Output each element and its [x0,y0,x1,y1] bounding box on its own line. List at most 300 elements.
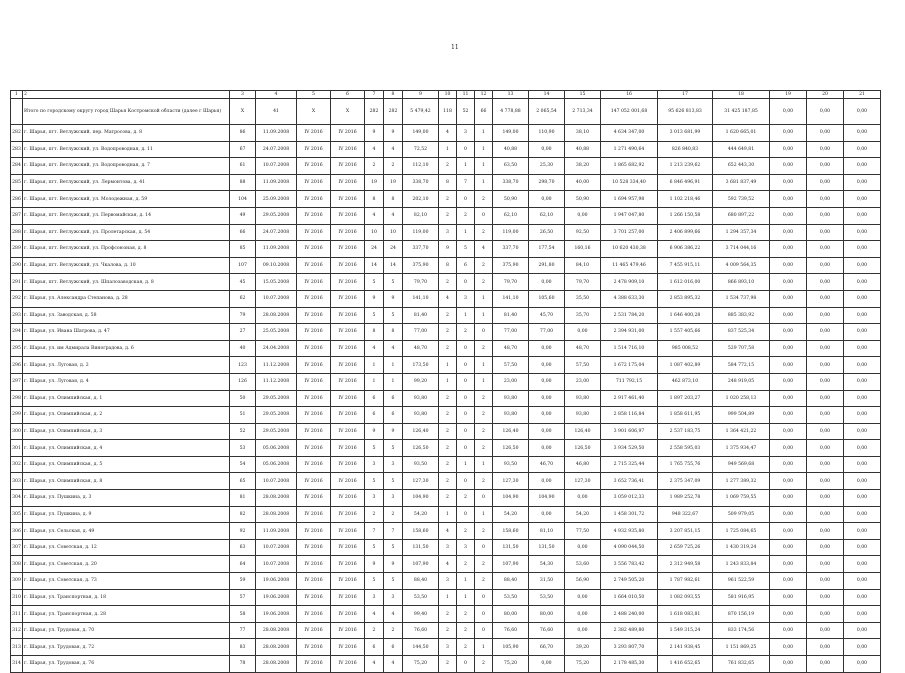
table-cell: 127,30 [493,473,529,490]
table-cell: 1 [439,506,457,523]
table-cell: 202,10 [403,191,439,208]
table-cell: 295 [11,340,23,357]
table-cell: 9 [384,290,403,307]
table-cell: 28.08.2008 [256,506,297,523]
table-cell: IV 2016 [331,257,365,274]
address-cell: г. Шарья, ул. Луговая, д. 4 [23,373,230,390]
address-cell: г. Шарья, ул. Советская, д. 73 [23,573,230,590]
table-cell: 0,00 [807,290,844,307]
table-cell: 104,90 [493,490,529,507]
table-cell: 314 [11,656,23,673]
table-cell: IV 2016 [297,141,331,158]
table-cell: 0,00 [770,99,807,125]
table-cell: 9 [365,125,384,142]
table-cell: 6 [457,257,475,274]
table-cell: 27 [230,324,256,341]
table-cell: 2 [475,523,493,540]
address-cell: г. Шарья, ул. Трудовая, д. 72 [23,639,230,656]
table-cell: 104 [230,191,256,208]
table-cell: 80,00 [529,606,565,623]
table-cell: 1 549 315,24 [658,622,713,639]
table-cell: 88,40 [493,573,529,590]
table-cell: 72,52 [403,141,439,158]
table-cell: IV 2016 [297,490,331,507]
table-cell: 9 [384,423,403,440]
table-cell: IV 2016 [297,573,331,590]
table-cell: 297 [11,373,23,390]
table-cell: 1 [475,141,493,158]
table-cell: 5 [365,307,384,324]
table-cell: 11.09.2008 [256,125,297,142]
table-cell: 4 [475,241,493,258]
table-cell: 0,00 [770,274,807,291]
address-cell: г. Шарья, ул. Трудовая, д. 76 [23,656,230,673]
table-cell: 8 [384,324,403,341]
table-cell: 0,00 [807,622,844,639]
table-cell: 0,00 [529,440,565,457]
table-cell: 0,00 [770,639,807,656]
address-cell: 2 [23,91,230,99]
address-cell: г. Шарья, ул. Советская, д. 20 [23,556,230,573]
table-cell: 8 [384,191,403,208]
table-cell: 0,00 [770,539,807,556]
table-cell: 0,00 [844,556,881,573]
table-cell: 304 [11,490,23,507]
table-cell: 19.06.2008 [256,606,297,623]
table-cell: 0 [457,656,475,673]
table-cell: 1 082 093,55 [658,589,713,606]
table-cell: 1 087 402,89 [658,357,713,374]
data-table [10,90,881,673]
table-cell: 298,70 [529,174,565,191]
table-cell: 13 [493,91,529,99]
table-cell: IV 2016 [331,125,365,142]
table-cell: 126,50 [565,440,601,457]
address-cell: г. Шарья, пгт. Ветлужский, ул. Пролетарская, д. 54 [23,224,230,241]
table-cell: 65 [230,473,256,490]
table-cell: 0,00 [529,473,565,490]
table-cell: 0,00 [807,274,844,291]
table-cell: 54,20 [403,506,439,523]
table-cell: 49 [230,207,256,224]
table-cell: 104,90 [403,490,439,507]
table-cell: 119,00 [403,224,439,241]
table-cell: 48,70 [403,340,439,357]
table-cell: 76,60 [403,622,439,639]
address-cell: г. Шарья, пгт. Ветлужский, ул. Шпалозаводская, д. 8 [23,274,230,291]
table-cell: 0,00 [529,141,565,158]
table-cell: 3 [384,490,403,507]
table-cell: 126,50 [493,440,529,457]
table-row [11,324,881,341]
table-cell: 131,50 [403,539,439,556]
table-cell: 2 [457,606,475,623]
table-cell: 2 [475,556,493,573]
table-cell: 79,70 [565,274,601,291]
table-cell: 75,20 [565,656,601,673]
table-cell: 0,00 [770,423,807,440]
table-cell: 0,00 [565,622,601,639]
table-cell: 141,10 [493,290,529,307]
table-cell: 10 [439,91,457,99]
address-cell: г. Шарья, ул. Советская, д. 12 [23,539,230,556]
address-cell: г. Шарья, пгт. Ветлужский, пер. Матросова, д. 8 [23,125,230,142]
table-cell: 93,80 [565,407,601,424]
table-cell: 287 [11,207,23,224]
table-cell: 0,00 [770,191,807,208]
table-cell: 7 455 915,11 [658,257,713,274]
table-cell: 1 [457,224,475,241]
table-cell: 1 947 047,80 [601,207,658,224]
table-cell: 1 430 319,24 [713,539,770,556]
table-cell: 81 [230,490,256,507]
table-cell: 1 102 218,46 [658,191,713,208]
table-cell: 0,00 [529,390,565,407]
table-row [11,556,881,573]
address-cell: г. Шарья, пгт. Ветлужский, ул. Первомайская, д. 14 [23,207,230,224]
table-cell: 0,00 [770,241,807,258]
table-cell: 0,00 [844,440,881,457]
table-cell: 126,40 [565,423,601,440]
table-cell: 31 425 187,85 [713,99,770,125]
table-cell: IV 2016 [331,589,365,606]
table-row [11,207,881,224]
table-cell: 1 [457,158,475,175]
table-cell: 77,50 [565,523,601,540]
table-cell: 0,00 [844,656,881,673]
table-cell: 0 [457,191,475,208]
table-cell: 0,00 [844,357,881,374]
table-cell: 0,00 [565,490,601,507]
table-cell: 31,50 [529,573,565,590]
table-cell: 48,70 [565,340,601,357]
table-cell: IV 2016 [331,174,365,191]
table-cell: 2 [439,423,457,440]
table-cell: 1 [475,307,493,324]
table-row [11,490,881,507]
table-cell: 57,50 [493,357,529,374]
table-cell: 866 893,10 [713,274,770,291]
table-cell: 40,00 [565,174,601,191]
table-cell: 305 [11,506,23,523]
address-cell: г. Шарья, пгт. Ветлужский, ул. Молодежная, д. 59 [23,191,230,208]
table-cell: 8 [439,174,457,191]
table-cell: 1 [475,290,493,307]
table-cell: 290 [11,257,23,274]
table-cell: 3 [457,539,475,556]
table-cell: 5 [365,274,384,291]
table-cell: 1 [475,373,493,390]
table-cell: 3 207 851,15 [658,523,713,540]
table-cell: 6 [365,390,384,407]
table-cell: 4 [256,91,297,99]
table-cell: 160,16 [565,241,601,258]
table-cell: 584 772,15 [713,357,770,374]
table-cell: 0 [457,423,475,440]
table-cell: 0,00 [807,656,844,673]
table-cell: 870 156,19 [713,606,770,623]
table-cell: 76,60 [529,622,565,639]
table-cell: 79 [230,307,256,324]
table-cell: 0,00 [807,241,844,258]
table-cell: 3 [439,224,457,241]
table-cell: 52 [457,99,475,125]
table-cell: 23,00 [493,373,529,390]
table-row [11,174,881,191]
table-cell: 1 [475,639,493,656]
table-cell: 289 [11,241,23,258]
table-cell: 61 [230,158,256,175]
table-cell: 1 [475,506,493,523]
table-cell: 0,00 [807,506,844,523]
table-cell: 0,00 [844,158,881,175]
table-cell: IV 2016 [331,290,365,307]
table-cell: 0,00 [844,241,881,258]
table-cell: 93,50 [403,456,439,473]
table-cell: 7 [365,91,384,99]
table-cell: 1 375 934,47 [713,440,770,457]
table-cell: 104,90 [529,490,565,507]
table-cell: 1 020 258,13 [713,390,770,407]
table-cell: 0,00 [807,307,844,324]
table-cell: 54,20 [565,506,601,523]
table-cell: 2 [439,207,457,224]
table-cell: 2 478 909,10 [601,274,658,291]
table-cell: 2 [475,440,493,457]
table-cell: 158,60 [403,523,439,540]
table-row [11,606,881,623]
table-cell: 53,50 [529,589,565,606]
table-cell: 12 [475,91,493,99]
table-cell: 3 556 783,42 [601,556,658,573]
address-cell: г. Шарья, ул. Сельская, д. 49 [23,523,230,540]
table-cell: IV 2016 [331,622,365,639]
table-cell: 3 013 681,99 [658,125,713,142]
table-cell: 105,60 [529,290,565,307]
table-cell: 3 [230,91,256,99]
table-cell: 0,00 [844,539,881,556]
table-cell: 0,00 [844,207,881,224]
table-cell: 0,00 [807,573,844,590]
table-cell: 127,30 [403,473,439,490]
table-cell: 0,00 [807,556,844,573]
table-cell: 2 713,34 [565,99,601,125]
table-cell: IV 2016 [297,191,331,208]
table-cell: 11.09.2008 [256,174,297,191]
table-cell: 141,10 [403,290,439,307]
table-cell: 3 293 807,70 [601,639,658,656]
table-cell: 1 725 084,65 [713,523,770,540]
table-cell: 0 [475,539,493,556]
table-cell: 885 383,92 [713,307,770,324]
table-cell: 0,00 [844,639,881,656]
table-cell: IV 2016 [297,324,331,341]
table-cell: 45 [230,274,256,291]
address-cell: г. Шарья, ул. Луговая, д. 2 [23,357,230,374]
address-cell: г. Шарья, ул. Олимпийская, д. 2 [23,407,230,424]
table-cell: 118 [439,99,457,125]
table-row [11,224,881,241]
table-cell: 48,70 [493,340,529,357]
table-row [11,307,881,324]
table-cell: 1 [457,307,475,324]
table-cell: 462 873,10 [658,373,713,390]
table-cell: 2 406 899,66 [658,224,713,241]
table-cell: 16 [601,91,658,99]
table-row [11,523,881,540]
table-cell: 4 [439,290,457,307]
table-cell: IV 2016 [331,158,365,175]
table-cell: 26,50 [529,224,565,241]
table-cell: IV 2016 [331,523,365,540]
table-cell: X [230,99,256,125]
table-cell: 999 504,89 [713,407,770,424]
table-cell: 0,00 [770,622,807,639]
table-cell: 2 [475,656,493,673]
table-row [11,125,881,142]
address-cell: г. Шарья, ул. Транспортная, д. 28 [23,606,230,623]
table-cell: 40,88 [565,141,601,158]
table-cell: 119,00 [493,224,529,241]
table-cell: 1 [457,589,475,606]
table-cell: 1 858 611,95 [658,407,713,424]
table-cell: 77 [230,622,256,639]
table-row [11,622,881,639]
table-cell: 53,50 [493,589,529,606]
table-cell: 3 [439,573,457,590]
table-cell: 286 [11,191,23,208]
table-cell: 2 [439,456,457,473]
table-cell: 18 [713,91,770,99]
table-cell: 5 [384,573,403,590]
table-row [11,340,881,357]
table-row [11,656,881,673]
table-cell: 5 [384,274,403,291]
table-cell: 9 [365,423,384,440]
table-cell: 23,00 [565,373,601,390]
table-cell: IV 2016 [297,622,331,639]
table-cell: 310 [11,589,23,606]
table-cell: 4 [439,523,457,540]
table-cell: 2 [439,158,457,175]
address-cell: г. Шарья, ул. Заводская, д. 58 [23,307,230,324]
table-cell: 0,00 [807,191,844,208]
table-cell: 28.08.2008 [256,490,297,507]
table-cell: 0,00 [844,390,881,407]
table-row [11,440,881,457]
table-cell: IV 2016 [297,589,331,606]
table-cell: IV 2016 [331,357,365,374]
table-cell: 14 [365,257,384,274]
table-cell: 0,00 [807,324,844,341]
table-cell: 4 090 044,50 [601,539,658,556]
table-cell: 2 [457,639,475,656]
table-cell: 149,00 [403,125,439,142]
table-cell: 10.07.2008 [256,539,297,556]
table-cell: 45,70 [529,307,565,324]
table-cell: 40 [230,340,256,357]
table-cell: IV 2016 [331,324,365,341]
table-row [11,191,881,208]
table-cell: 11.12.2008 [256,357,297,374]
table-cell: 0,00 [807,639,844,656]
table-cell: 0,00 [844,523,881,540]
table-cell: 6 846 496,91 [658,174,713,191]
table-cell: 0,00 [770,174,807,191]
table-cell: 25.09.2008 [256,191,297,208]
table-cell: 92 [230,523,256,540]
table-cell: IV 2016 [331,490,365,507]
table-cell: 82 [230,506,256,523]
table-cell: 2 [457,324,475,341]
table-cell: 1 [439,141,457,158]
table-cell: 0,00 [770,390,807,407]
table-cell: 05.06.2008 [256,440,297,457]
table-cell: 50,90 [565,191,601,208]
table-cell: 149,00 [493,125,529,142]
table-cell: 14 [384,257,403,274]
table-cell: 4 634 347,00 [601,125,658,142]
table-cell: 5 479,42 [403,99,439,125]
table-cell: 131,50 [529,539,565,556]
table-cell: 0,00 [770,656,807,673]
table-cell: 300 [11,423,23,440]
table-cell: 10.07.2008 [256,473,297,490]
table-cell: 0 [475,606,493,623]
table-cell: 0,00 [770,141,807,158]
table-cell: 309 [11,573,23,590]
table-cell: 299 [11,407,23,424]
table-cell: 58 [230,606,256,623]
table-cell: 0,00 [807,207,844,224]
address-cell: г. Шарья, ул. Олимпийская, д. 5 [23,456,230,473]
table-cell: 291 [11,274,23,291]
table-cell: 293 [11,307,23,324]
table-cell: 1 514 716,10 [601,340,658,357]
table-cell: 1 897 203,27 [658,390,713,407]
table-cell: 292 [11,290,23,307]
table-cell: IV 2016 [297,656,331,673]
table-cell: 8 [365,324,384,341]
table-cell: 05.06.2008 [256,456,297,473]
table-cell: 3 059 012,33 [601,490,658,507]
table-cell: 0 [457,407,475,424]
table-cell: 11.12.2008 [256,373,297,390]
table-cell: 337,70 [403,241,439,258]
table-cell: 7 [384,523,403,540]
table-cell: 95 626 813,83 [658,99,713,125]
table-cell: 09.10.2008 [256,257,297,274]
table-cell: 6 [365,639,384,656]
table-cell: IV 2016 [331,207,365,224]
table-cell: 14 [529,91,565,99]
page-number: 11 [451,44,459,51]
table-cell: 107 [230,257,256,274]
table-cell: IV 2016 [297,473,331,490]
table-cell: 9 [403,91,439,99]
table-cell: 25,30 [529,158,565,175]
table-cell: IV 2016 [297,556,331,573]
table-cell: 0,00 [807,606,844,623]
table-cell: 2 375 347,09 [658,473,713,490]
table-cell: X [331,99,365,125]
table-cell: 2 715 325,44 [601,456,658,473]
table-cell: 77,00 [403,324,439,341]
table-cell: 312 [11,622,23,639]
table-cell: IV 2016 [297,606,331,623]
table-cell: 592 739,52 [713,191,770,208]
table-cell: 0,00 [844,224,881,241]
